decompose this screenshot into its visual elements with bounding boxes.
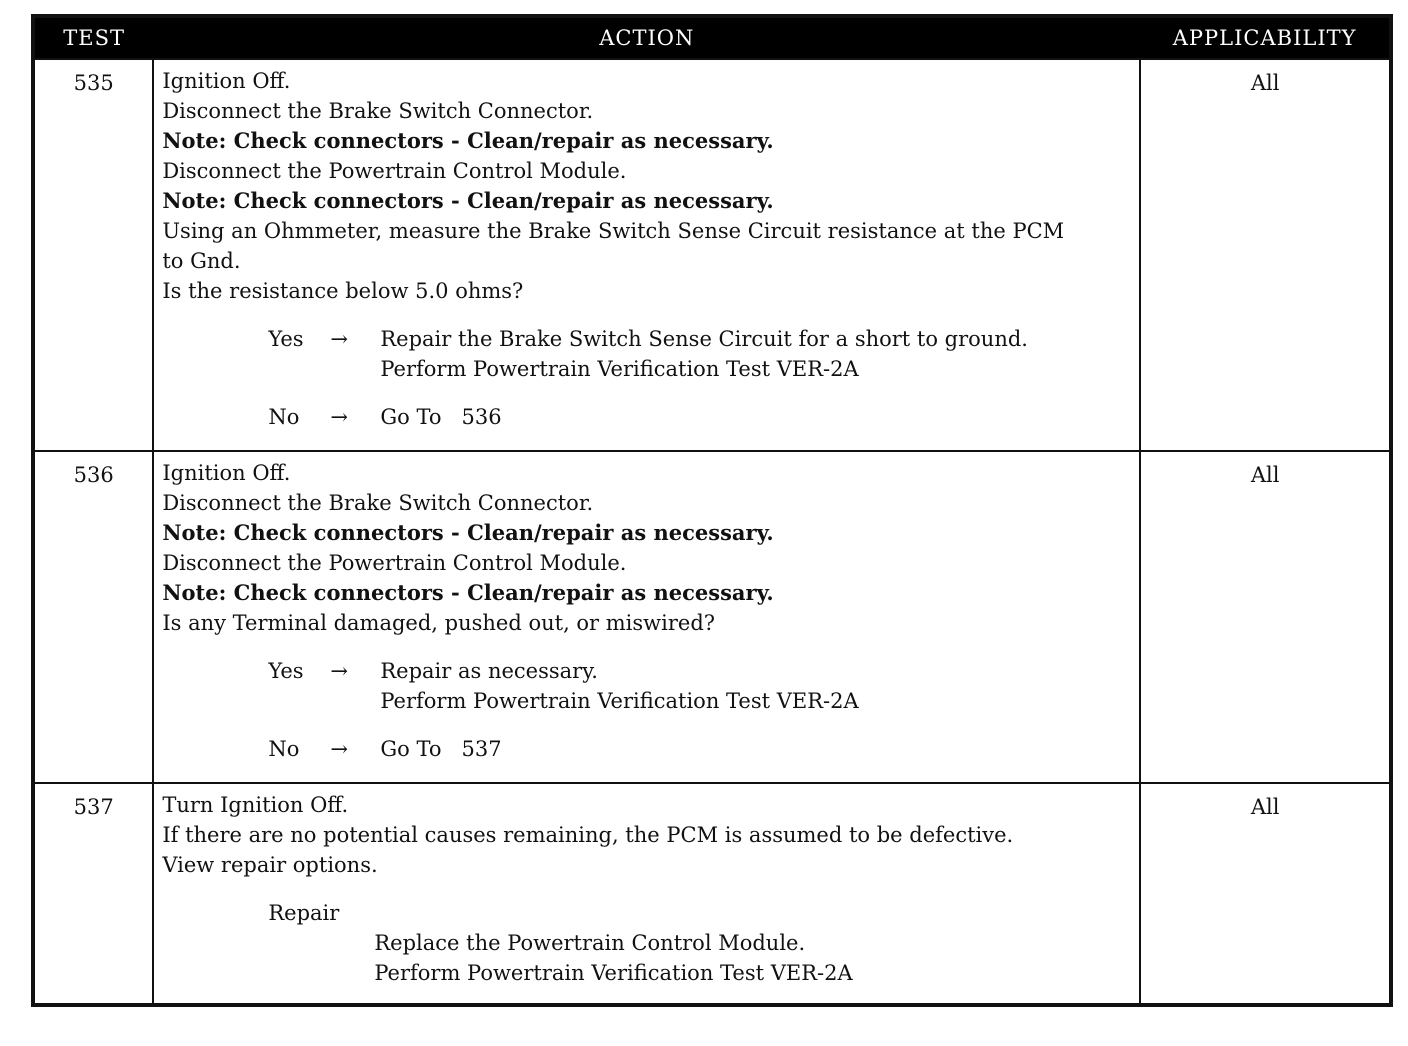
- test-number: 536: [33, 451, 153, 783]
- action-line: Ignition Off.: [162, 69, 291, 93]
- table-row: [33, 783, 1391, 1005]
- question-line: Is any Terminal damaged, pushed out, or miswired?: [162, 611, 716, 635]
- action-line: Ignition Off.: [162, 461, 291, 485]
- note-line: Note: Check connectors - Clean/repair as necessary.: [162, 128, 774, 153]
- question-line: Is the resistance below 5.0 ohms?: [162, 279, 524, 303]
- diagnostic-test-table: [31, 14, 1393, 1007]
- action-cell: [153, 451, 1140, 783]
- note-line: Note: Check connectors - Clean/repair as necessary.: [162, 580, 774, 605]
- action-line: Turn Ignition Off.: [162, 793, 349, 817]
- goto-text: Go To 536: [380, 405, 502, 429]
- yes-branch: [162, 324, 1135, 384]
- no-branch: [162, 402, 1135, 432]
- action-line: Disconnect the Powertrain Control Module.: [162, 551, 627, 575]
- yes-branch: [162, 656, 1135, 716]
- yes-action-line: Repair the Brake Switch Sense Circuit for a short to ground.: [380, 327, 1028, 351]
- action-line: Disconnect the Brake Switch Connector.: [162, 99, 594, 123]
- action-line: to Gnd.: [162, 249, 241, 273]
- test-number: 535: [33, 59, 153, 451]
- applicability-value: All: [1140, 783, 1391, 1005]
- no-label: No: [268, 737, 300, 761]
- yes-label: Yes: [268, 327, 304, 351]
- yes-action-line: Repair as necessary.: [380, 659, 598, 683]
- note-line: Note: Check connectors - Clean/repair as necessary.: [162, 520, 774, 545]
- no-branch: [162, 734, 1135, 764]
- table-row: [33, 59, 1391, 451]
- action-line: Disconnect the Powertrain Control Module.: [162, 159, 627, 183]
- applicability-value: All: [1140, 59, 1391, 451]
- note-line: Note: Check connectors - Clean/repair as necessary.: [162, 188, 774, 213]
- action-line: View repair options.: [162, 853, 378, 877]
- test-number: 537: [33, 783, 153, 1005]
- arrow-icon: →: [330, 405, 348, 429]
- action-cell: [153, 783, 1140, 1005]
- yes-label: Yes: [268, 659, 304, 683]
- header-test: TEST: [33, 16, 153, 59]
- applicability-value: All: [1140, 451, 1391, 783]
- arrow-icon: →: [330, 659, 348, 683]
- table-header-row: [33, 16, 1391, 59]
- repair-line: Perform Powertrain Verification Test VER-2A: [374, 961, 853, 985]
- action-line: If there are no potential causes remaining, the PCM is assumed to be defective.: [162, 823, 1014, 847]
- header-action: ACTION: [153, 16, 1140, 59]
- arrow-icon: →: [330, 327, 348, 351]
- arrow-icon: →: [330, 737, 348, 761]
- table-row: [33, 451, 1391, 783]
- action-cell: [153, 59, 1140, 451]
- action-line: Using an Ohmmeter, measure the Brake Switch Sense Circuit resistance at the PCM: [162, 219, 1065, 243]
- repair-line: Replace the Powertrain Control Module.: [374, 931, 806, 955]
- repair-label: Repair: [268, 901, 340, 925]
- action-line: Disconnect the Brake Switch Connector.: [162, 491, 594, 515]
- header-applicability: APPLICABILITY: [1140, 16, 1391, 59]
- goto-text: Go To 537: [380, 737, 502, 761]
- yes-action-line: Perform Powertrain Verification Test VER-2A: [380, 357, 859, 381]
- no-label: No: [268, 405, 300, 429]
- yes-action-line: Perform Powertrain Verification Test VER-2A: [380, 689, 859, 713]
